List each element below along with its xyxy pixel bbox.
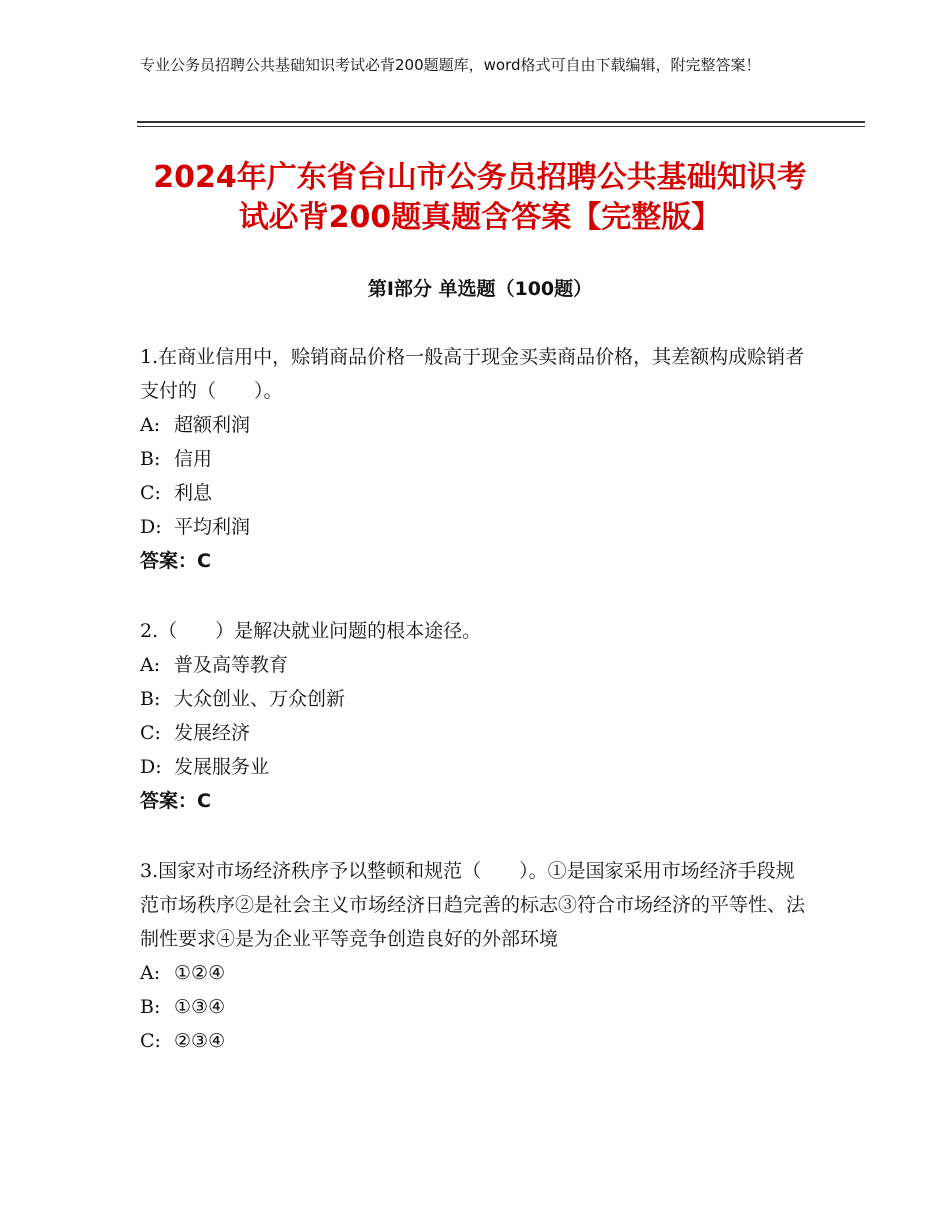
- option-letter: B:: [140, 448, 161, 470]
- option-letter: D:: [140, 516, 162, 538]
- question-list: [140, 340, 810, 1094]
- option-text: 超额利润: [174, 414, 251, 436]
- document-title: 2024年广东省台山市公务员招聘公共基础知识考试必背200题真题含答案【完整版】: [153, 160, 807, 235]
- question-1: [140, 340, 810, 578]
- option-b: [140, 442, 810, 476]
- header-divider-thick: [137, 121, 865, 123]
- question-stem: 3.国家对市场经济秩序予以整顿和规范（ ）。①是国家采用市场经济手段规范市场秩序②是社会主义市场经济日趋完善的标志③符合市场经济的平等性、法制性要求④是为企业平等竞争创造良好的外部环境: [140, 860, 806, 950]
- section-title: 第Ⅰ部分 单选题（100题）: [367, 278, 593, 300]
- option-letter: A:: [140, 414, 161, 436]
- option-letter: B:: [140, 688, 161, 710]
- option-letter: B:: [140, 996, 161, 1018]
- question-3: [140, 854, 810, 1058]
- option-d: [140, 510, 810, 544]
- option-b: [140, 990, 810, 1024]
- option-letter: A:: [140, 962, 161, 984]
- option-b: [140, 682, 810, 716]
- option-letter: C:: [140, 482, 161, 504]
- question-stem: 1.在商业信用中，赊销商品价格一般高于现金买卖商品价格，其差额构成赊销者支付的（ ）。: [140, 346, 805, 402]
- option-a: [140, 408, 810, 442]
- option-text: 普及高等教育: [174, 654, 289, 676]
- option-d: [140, 750, 810, 784]
- option-a: [140, 956, 810, 990]
- answer-line: 答案：C: [140, 790, 211, 812]
- option-letter: A:: [140, 654, 161, 676]
- question-2: [140, 614, 810, 818]
- option-letter: D:: [140, 756, 162, 778]
- question-stem: 2.（ ）是解决就业问题的根本途径。: [140, 620, 482, 642]
- answer-line: 答案：C: [140, 550, 211, 572]
- option-letter: C:: [140, 1030, 161, 1052]
- header-note: 专业公务员招聘公共基础知识考试必背200题题库，word格式可自由下载编辑，附完整答案！: [140, 56, 761, 74]
- option-text: 信用: [174, 448, 213, 470]
- option-text: ②③④: [174, 1030, 226, 1052]
- option-text: 发展经济: [174, 722, 251, 744]
- option-text: 利息: [174, 482, 213, 504]
- option-text: 发展服务业: [174, 756, 270, 778]
- header-divider-thin: [137, 126, 865, 127]
- option-c: [140, 476, 810, 510]
- option-letter: C:: [140, 722, 161, 744]
- option-text: 平均利润: [174, 516, 251, 538]
- option-text: ①②④: [174, 962, 226, 984]
- option-a: [140, 648, 810, 682]
- option-c: [140, 1024, 810, 1058]
- option-c: [140, 716, 810, 750]
- option-text: ①③④: [174, 996, 226, 1018]
- option-text: 大众创业、万众创新: [174, 688, 346, 710]
